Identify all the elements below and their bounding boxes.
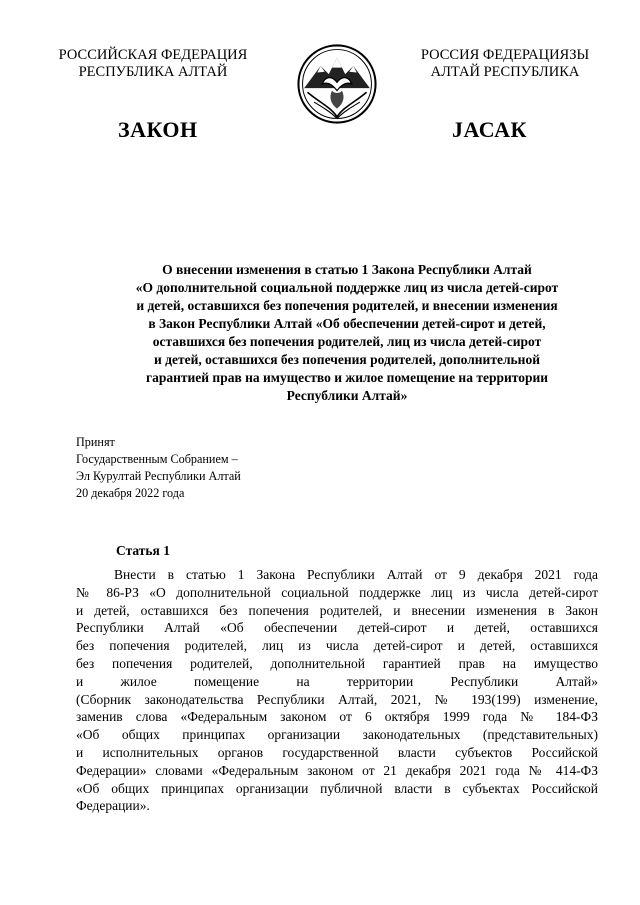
article-line: № 86-РЗ «О дополнительной социальной поддержке лиц из числа детей-сирот [76,584,598,600]
article-line: и жилое помещение на территории Республики Алтай» [76,673,598,689]
title-line: в Закон Республики Алтай «Об обеспечении детей-сирот и детей, [148,316,546,331]
article-line: Федерации» словами «Федеральным законом от 21 декабря 2021 года № 414-ФЗ [76,762,598,778]
article-line: Внести в статью 1 Закона Республики Алтай от 9 декабря 2021 года [114,567,598,582]
adoption-line: Государственным Собранием – [76,452,238,466]
law-label-altai: JАСАК [452,117,527,142]
article-line: Федерации». [76,798,150,814]
title-line: «О дополнительной социальной поддержке лиц из числа детей-сирот [135,280,559,295]
header-right-line: РОССИЯ ФЕДЕРАЦИЯЗЫ [420,47,590,63]
article-line: и исполнительных органов государственной власти субъектов Российской [76,744,598,760]
law-title [92,261,602,405]
header-left [48,47,258,81]
coat-of-arms-icon [296,43,378,125]
article-line: Республики Алтай «Об обеспечении детей-сирот и детей, оставшихся [76,620,598,636]
article-line: заменив слова «Федеральным законом от 6 октября 1999 года № 184-ФЗ [76,709,598,725]
article-line: и детей, оставшихся без попечения родителей, и внесении изменения в Закон [76,602,598,618]
adoption-line: Эл Курултай Республики Алтай [76,469,241,483]
article-heading: Статья 1 [116,543,170,558]
article-body [76,566,598,815]
article-line: (Сборник законодательства Республики Алтай, 2021, № 193(199) изменение, [76,691,598,707]
law-label-russian: ЗАКОН [118,117,198,142]
title-line: и детей, оставшихся без попечения родителей, дополнительной [154,352,540,367]
article-line: «Об общих принципах организации законодательных (представительных) [76,727,598,743]
title-line: и детей, оставшихся без попечения родителей, и внесении изменения [136,298,558,313]
adoption-block [76,434,241,502]
header-left-line: РОССИЙСКАЯ ФЕДЕРАЦИЯ [58,47,248,63]
header-right [400,47,610,81]
article-line: без попечения родителей, лиц из числа детей-сирот и детей, оставшихся [76,638,598,654]
adoption-line: Принят [76,435,115,449]
article-line: без попечения родителей, дополнительной гарантией прав на имущество [76,655,598,671]
title-line: гарантией прав на имущество и жилое помещение на территории [145,370,549,385]
header-left-line: РЕСПУБЛИКА АЛТАЙ [78,64,228,80]
title-line: О внесении изменения в статью 1 Закона Республики Алтай [162,262,532,277]
header-right-line: АЛТАЙ РЕСПУБЛИКА [430,64,580,80]
adoption-line: 20 декабря 2022 года [76,486,185,500]
title-line: Республики Алтай» [286,388,408,403]
article-line: «Об общих принципах организации публичной власти в субъектах Российской [76,780,598,796]
title-line: оставшихся без попечения родителей, лиц из числа детей-сирот [152,334,542,349]
